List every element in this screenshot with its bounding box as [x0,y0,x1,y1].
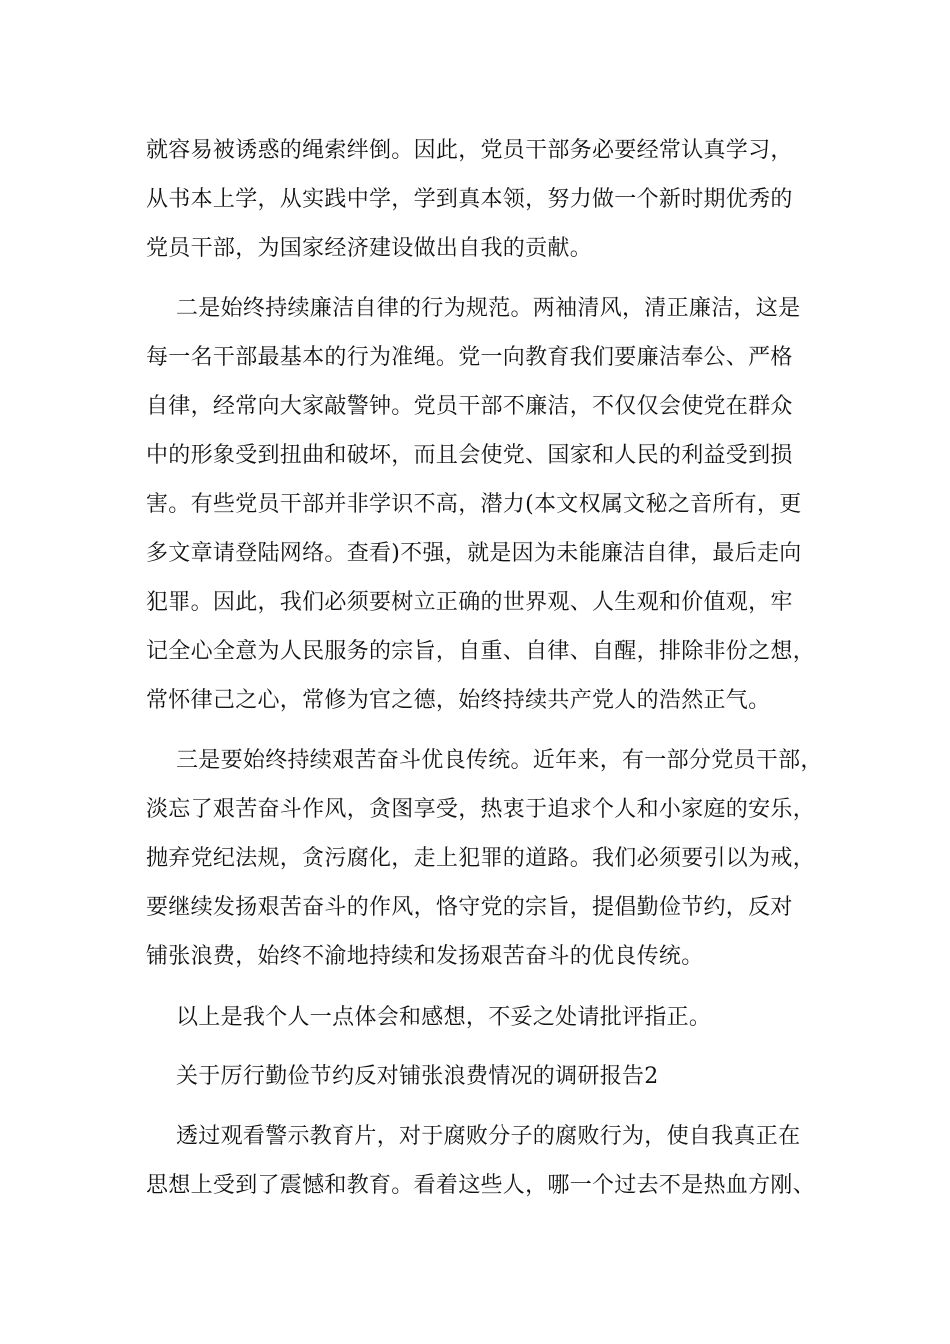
text-line: 犯罪。因此，我们必须要树立正确的世界观、人生观和价值观，牢 [146,590,793,615]
text-line: 记全心全意为人民服务的宗旨，自重、自律、自醒，排除非份之想， [146,639,816,664]
text-line: 党员干部，为国家经济建设做出自我的贡献。 [146,236,593,261]
text-line: 自律，经常向大家敲警钟。党员干部不廉洁，不仅仅会使党在群众 [146,394,793,419]
section-heading: 关于厉行勤俭节约反对铺张浪费情况的调研报告2 [176,1064,659,1089]
text-line: 思想上受到了震憾和教育。看着这些人，哪一个过去不是热血方刚、 [146,1173,816,1198]
text-line: 铺张浪费，始终不渝地持续和发扬艰苦奋斗的优良传统。 [146,944,704,969]
text-line: 淡忘了艰苦奋斗作风，贪图享受，热衷于追求个人和小家庭的安乐， [146,797,816,822]
text-line: 中的形象受到扭曲和破坏，而且会使党、国家和人民的利益受到损 [146,443,793,468]
text-line: 要继续发扬艰苦奋斗的作风，恪守党的宗旨，提倡勤俭节约，反对 [146,895,793,920]
text-line: 害。有些党员干部并非学识不高，潜力(本文权属文秘之音所有，更 [146,492,802,517]
text-line: 多文章请登陆网络。查看)不强，就是因为未能廉洁自律，最后走向 [146,541,802,566]
text-line: 以上是我个人一点体会和感想，不妥之处请批评指正。 [176,1005,712,1030]
text-line: 就容易被诱惑的绳索绊倒。因此，党员干部务必要经常认真学习， [146,138,793,163]
text-line: 常怀律己之心，常修为官之德，始终持续共产党人的浩然正气。 [146,688,771,713]
text-line: 透过观看警示教育片，对于腐败分子的腐败行为，使自我真正在 [176,1124,801,1149]
text-line: 二是始终持续廉洁自律的行为规范。两袖清风，清正廉洁，这是 [176,296,801,321]
text-line: 抛弃党纪法规，贪污腐化，走上犯罪的道路。我们必须要引以为戒， [146,846,816,871]
text-line: 每一名干部最基本的行为准绳。党一向教育我们要廉洁奉公、严格 [146,345,793,370]
text-line: 从书本上学，从实践中学，学到真本领，努力做一个新时期优秀的 [146,187,793,212]
text-line: 三是要始终持续艰苦奋斗优良传统。近年来，有一部分党员干部， [176,748,823,773]
